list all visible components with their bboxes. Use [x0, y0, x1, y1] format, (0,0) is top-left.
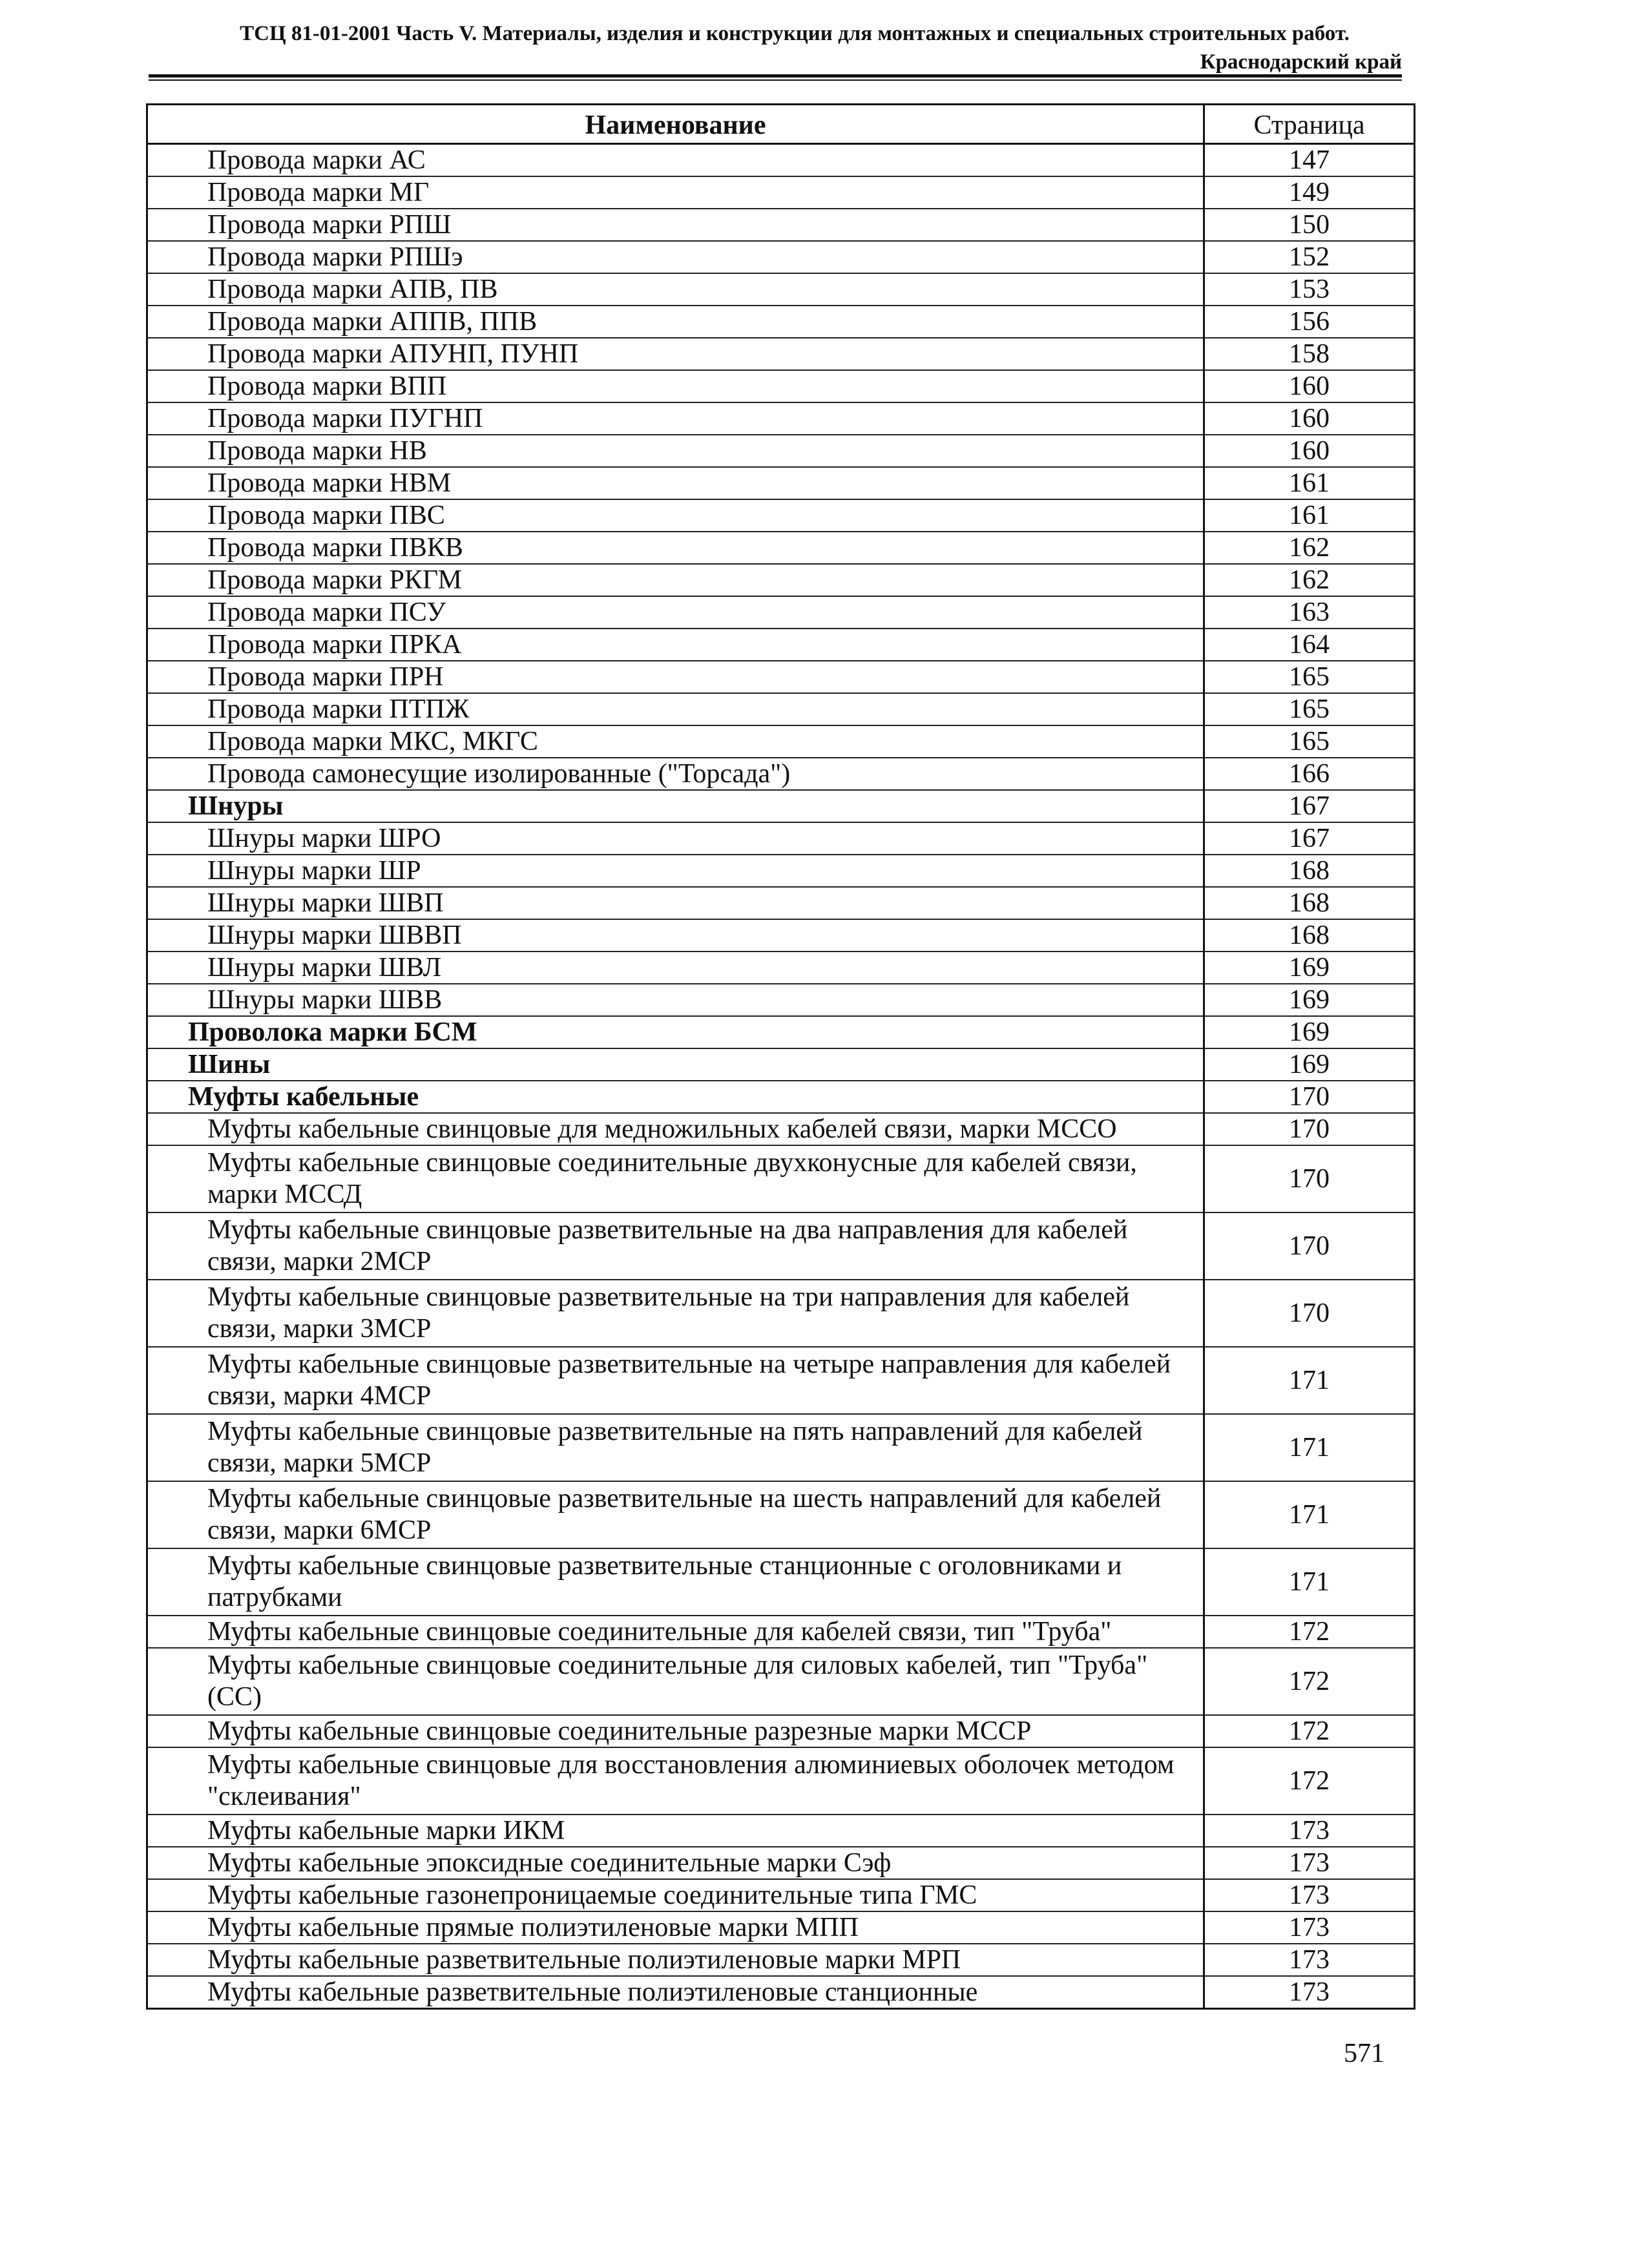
- table-row: [147, 952, 1415, 984]
- item-name: Муфты кабельные свинцовые разветвительные на шесть направлений для кабелей связи, марки 6МСР: [147, 1481, 1204, 1548]
- item-page: 172: [1204, 1715, 1415, 1747]
- running-header: [149, 19, 1402, 76]
- item-page: 171: [1204, 1548, 1415, 1616]
- item-name: Муфты кабельные свинцовые соединительные для кабелей связи, тип "Труба": [147, 1616, 1204, 1648]
- item-name: Провода марки НВМ: [147, 467, 1204, 499]
- item-page: 160: [1204, 402, 1415, 435]
- item-name: Провода марки ПТПЖ: [147, 693, 1204, 725]
- item-page: 147: [1204, 144, 1415, 177]
- item-page: 160: [1204, 435, 1415, 467]
- table-row: [147, 822, 1415, 855]
- table-row: [147, 1715, 1415, 1747]
- item-name: Провода марки АПВ, ПВ: [147, 273, 1204, 306]
- table-row: [147, 1414, 1415, 1481]
- item-name: Муфты кабельные прямые полиэтиленовые марки МПП: [147, 1911, 1204, 1944]
- item-name: Муфты кабельные газонепроницаемые соединительные типа ГМС: [147, 1879, 1204, 1911]
- item-name: Провода марки ПУГНП: [147, 402, 1204, 435]
- item-name: Провода марки МКС, МКГС: [147, 725, 1204, 758]
- item-name: Шнуры марки ШВЛ: [147, 952, 1204, 984]
- table-row: [147, 499, 1415, 532]
- table-row: [147, 758, 1415, 790]
- column-header-name: Наименование: [147, 105, 1204, 144]
- section-title: Шины: [147, 1048, 1204, 1081]
- table-row: [147, 467, 1415, 499]
- item-name: Муфты кабельные разветвительные полиэтиленовые станционные: [147, 1976, 1204, 2009]
- item-page: 172: [1204, 1648, 1415, 1715]
- section-row: [147, 1016, 1415, 1048]
- item-name: Муфты кабельные марки ИКМ: [147, 1815, 1204, 1847]
- item-name: Провода марки РКГМ: [147, 564, 1204, 596]
- table-row: [147, 1847, 1415, 1879]
- item-page: 169: [1204, 952, 1415, 984]
- item-page: 164: [1204, 629, 1415, 661]
- item-name: Шнуры марки ШВВ: [147, 984, 1204, 1016]
- table-row: [147, 564, 1415, 596]
- section-title: Муфты кабельные: [147, 1081, 1204, 1113]
- item-page: 161: [1204, 499, 1415, 532]
- item-page: 169: [1204, 984, 1415, 1016]
- table-row: [147, 1879, 1415, 1911]
- table-row: [147, 532, 1415, 564]
- table-row: [147, 1145, 1415, 1212]
- item-name: Муфты кабельные свинцовые соединительные двухконусные для кабелей связи, марки МССД: [147, 1145, 1204, 1212]
- section-title: Проволока марки БСМ: [147, 1016, 1204, 1048]
- item-name: Провода марки АПУНП, ПУНП: [147, 338, 1204, 370]
- item-page: 153: [1204, 273, 1415, 306]
- item-name: Провода марки ПРКА: [147, 629, 1204, 661]
- table-row: [147, 855, 1415, 887]
- item-name: Провода самонесущие изолированные ("Торсада"): [147, 758, 1204, 790]
- item-page: 165: [1204, 693, 1415, 725]
- table-row: [147, 1747, 1415, 1815]
- item-page: 162: [1204, 532, 1415, 564]
- table-row: [147, 984, 1415, 1016]
- item-page: 161: [1204, 467, 1415, 499]
- item-page: 158: [1204, 338, 1415, 370]
- item-page: 170: [1204, 1280, 1415, 1347]
- table-row: [147, 1815, 1415, 1847]
- item-page: 172: [1204, 1747, 1415, 1815]
- item-name: Шнуры марки ШВВП: [147, 919, 1204, 952]
- section-row: [147, 790, 1415, 822]
- table-row: [147, 370, 1415, 402]
- item-page: 173: [1204, 1944, 1415, 1976]
- section-title: Шнуры: [147, 790, 1204, 822]
- item-page: 162: [1204, 564, 1415, 596]
- item-name: Муфты кабельные свинцовые для восстановления алюминиевых оболочек методом "склеивания": [147, 1747, 1204, 1815]
- item-name: Провода марки РПШ: [147, 209, 1204, 241]
- table-row: [147, 1648, 1415, 1715]
- header-title: ТСЦ 81-01-2001 Часть V. Материалы, изделия и конструкции для монтажных и специальных строительных работ.: [240, 22, 1350, 45]
- item-name: Муфты кабельные свинцовые соединительные разрезные марки МССР: [147, 1715, 1204, 1747]
- item-name: Муфты кабельные свинцовые разветвительные на пять направлений для кабелей связи, марки 5МСР: [147, 1414, 1204, 1481]
- table-row: [147, 1212, 1415, 1280]
- table-row: [147, 273, 1415, 306]
- item-name: Провода марки ПРН: [147, 661, 1204, 693]
- section-row: [147, 1081, 1415, 1113]
- table-row: [147, 1347, 1415, 1414]
- item-name: Провода марки НВ: [147, 435, 1204, 467]
- item-name: Провода марки АС: [147, 144, 1204, 177]
- table-row: [147, 1481, 1415, 1548]
- item-page: 171: [1204, 1481, 1415, 1548]
- item-name: Муфты кабельные свинцовые для медножильных кабелей связи, марки МССО: [147, 1113, 1204, 1145]
- item-page: 170: [1204, 1212, 1415, 1280]
- item-page: 165: [1204, 661, 1415, 693]
- item-name: Муфты кабельные разветвительные полиэтиленовые марки МРП: [147, 1944, 1204, 1976]
- table-row: [147, 209, 1415, 241]
- item-page: 173: [1204, 1815, 1415, 1847]
- item-name: Муфты кабельные эпоксидные соединительные марки Сэф: [147, 1847, 1204, 1879]
- item-name: Муфты кабельные свинцовые разветвительные станционные с оголовниками и патрубками: [147, 1548, 1204, 1616]
- item-page: 156: [1204, 306, 1415, 338]
- item-page: 171: [1204, 1347, 1415, 1414]
- table-row: [147, 144, 1415, 177]
- table-row: [147, 919, 1415, 952]
- header-rule: [149, 74, 1402, 81]
- item-page: 168: [1204, 887, 1415, 919]
- table-row: [147, 1280, 1415, 1347]
- table-row: [147, 693, 1415, 725]
- item-page: 167: [1204, 822, 1415, 855]
- table-row: [147, 661, 1415, 693]
- table-row: [147, 1113, 1415, 1145]
- item-page: 167: [1204, 790, 1415, 822]
- item-page: 172: [1204, 1616, 1415, 1648]
- table-row: [147, 596, 1415, 629]
- item-name: Муфты кабельные свинцовые соединительные для силовых кабелей, тип "Труба" (СС): [147, 1648, 1204, 1715]
- item-page: 149: [1204, 176, 1415, 209]
- table-row: [147, 1911, 1415, 1944]
- item-name: Муфты кабельные свинцовые разветвительные на три направления для кабелей связи, марки 3МСР: [147, 1280, 1204, 1347]
- item-page: 173: [1204, 1879, 1415, 1911]
- table-row: [147, 435, 1415, 467]
- table-row: [147, 176, 1415, 209]
- table-header-row: [147, 105, 1415, 144]
- column-header-page: Страница: [1204, 105, 1415, 144]
- item-page: 169: [1204, 1016, 1415, 1048]
- item-name: Провода марки МГ: [147, 176, 1204, 209]
- item-name: Шнуры марки ШВП: [147, 887, 1204, 919]
- item-page: 170: [1204, 1113, 1415, 1145]
- item-page: 170: [1204, 1145, 1415, 1212]
- table-row: [147, 402, 1415, 435]
- item-page: 168: [1204, 919, 1415, 952]
- item-page: 170: [1204, 1081, 1415, 1113]
- table-row: [147, 241, 1415, 273]
- item-page: 165: [1204, 725, 1415, 758]
- index-rows: [147, 144, 1415, 2009]
- table-row: [147, 629, 1415, 661]
- item-name: Муфты кабельные свинцовые разветвительные на два направления для кабелей связи, марки 2МСР: [147, 1212, 1204, 1280]
- section-row: [147, 1048, 1415, 1081]
- table-row: [147, 1976, 1415, 2009]
- table-row: [147, 306, 1415, 338]
- header-region: Краснодарский край: [1200, 50, 1402, 74]
- table-row: [147, 338, 1415, 370]
- item-page: 150: [1204, 209, 1415, 241]
- item-name: Шнуры марки ШР: [147, 855, 1204, 887]
- table-row: [147, 725, 1415, 758]
- item-page: 163: [1204, 596, 1415, 629]
- item-name: Провода марки ПВС: [147, 499, 1204, 532]
- item-page: 171: [1204, 1414, 1415, 1481]
- table-row: [147, 887, 1415, 919]
- item-page: 152: [1204, 241, 1415, 273]
- item-name: Провода марки ВПП: [147, 370, 1204, 402]
- item-page: 173: [1204, 1976, 1415, 2009]
- index-table: [146, 103, 1415, 2010]
- page-number: 571: [1344, 2039, 1384, 2068]
- table-row: [147, 1944, 1415, 1976]
- item-page: 168: [1204, 855, 1415, 887]
- item-page: 173: [1204, 1847, 1415, 1879]
- item-name: Провода марки ПСУ: [147, 596, 1204, 629]
- item-name: Провода марки ПВКВ: [147, 532, 1204, 564]
- item-page: 169: [1204, 1048, 1415, 1081]
- item-page: 173: [1204, 1911, 1415, 1944]
- item-name: Провода марки РПШэ: [147, 241, 1204, 273]
- table-row: [147, 1548, 1415, 1616]
- item-name: Муфты кабельные свинцовые разветвительные на четыре направления для кабелей связи, марки 4МСР: [147, 1347, 1204, 1414]
- table-row: [147, 1616, 1415, 1648]
- item-name: Шнуры марки ШРО: [147, 822, 1204, 855]
- item-page: 160: [1204, 370, 1415, 402]
- item-name: Провода марки АППВ, ППВ: [147, 306, 1204, 338]
- item-page: 166: [1204, 758, 1415, 790]
